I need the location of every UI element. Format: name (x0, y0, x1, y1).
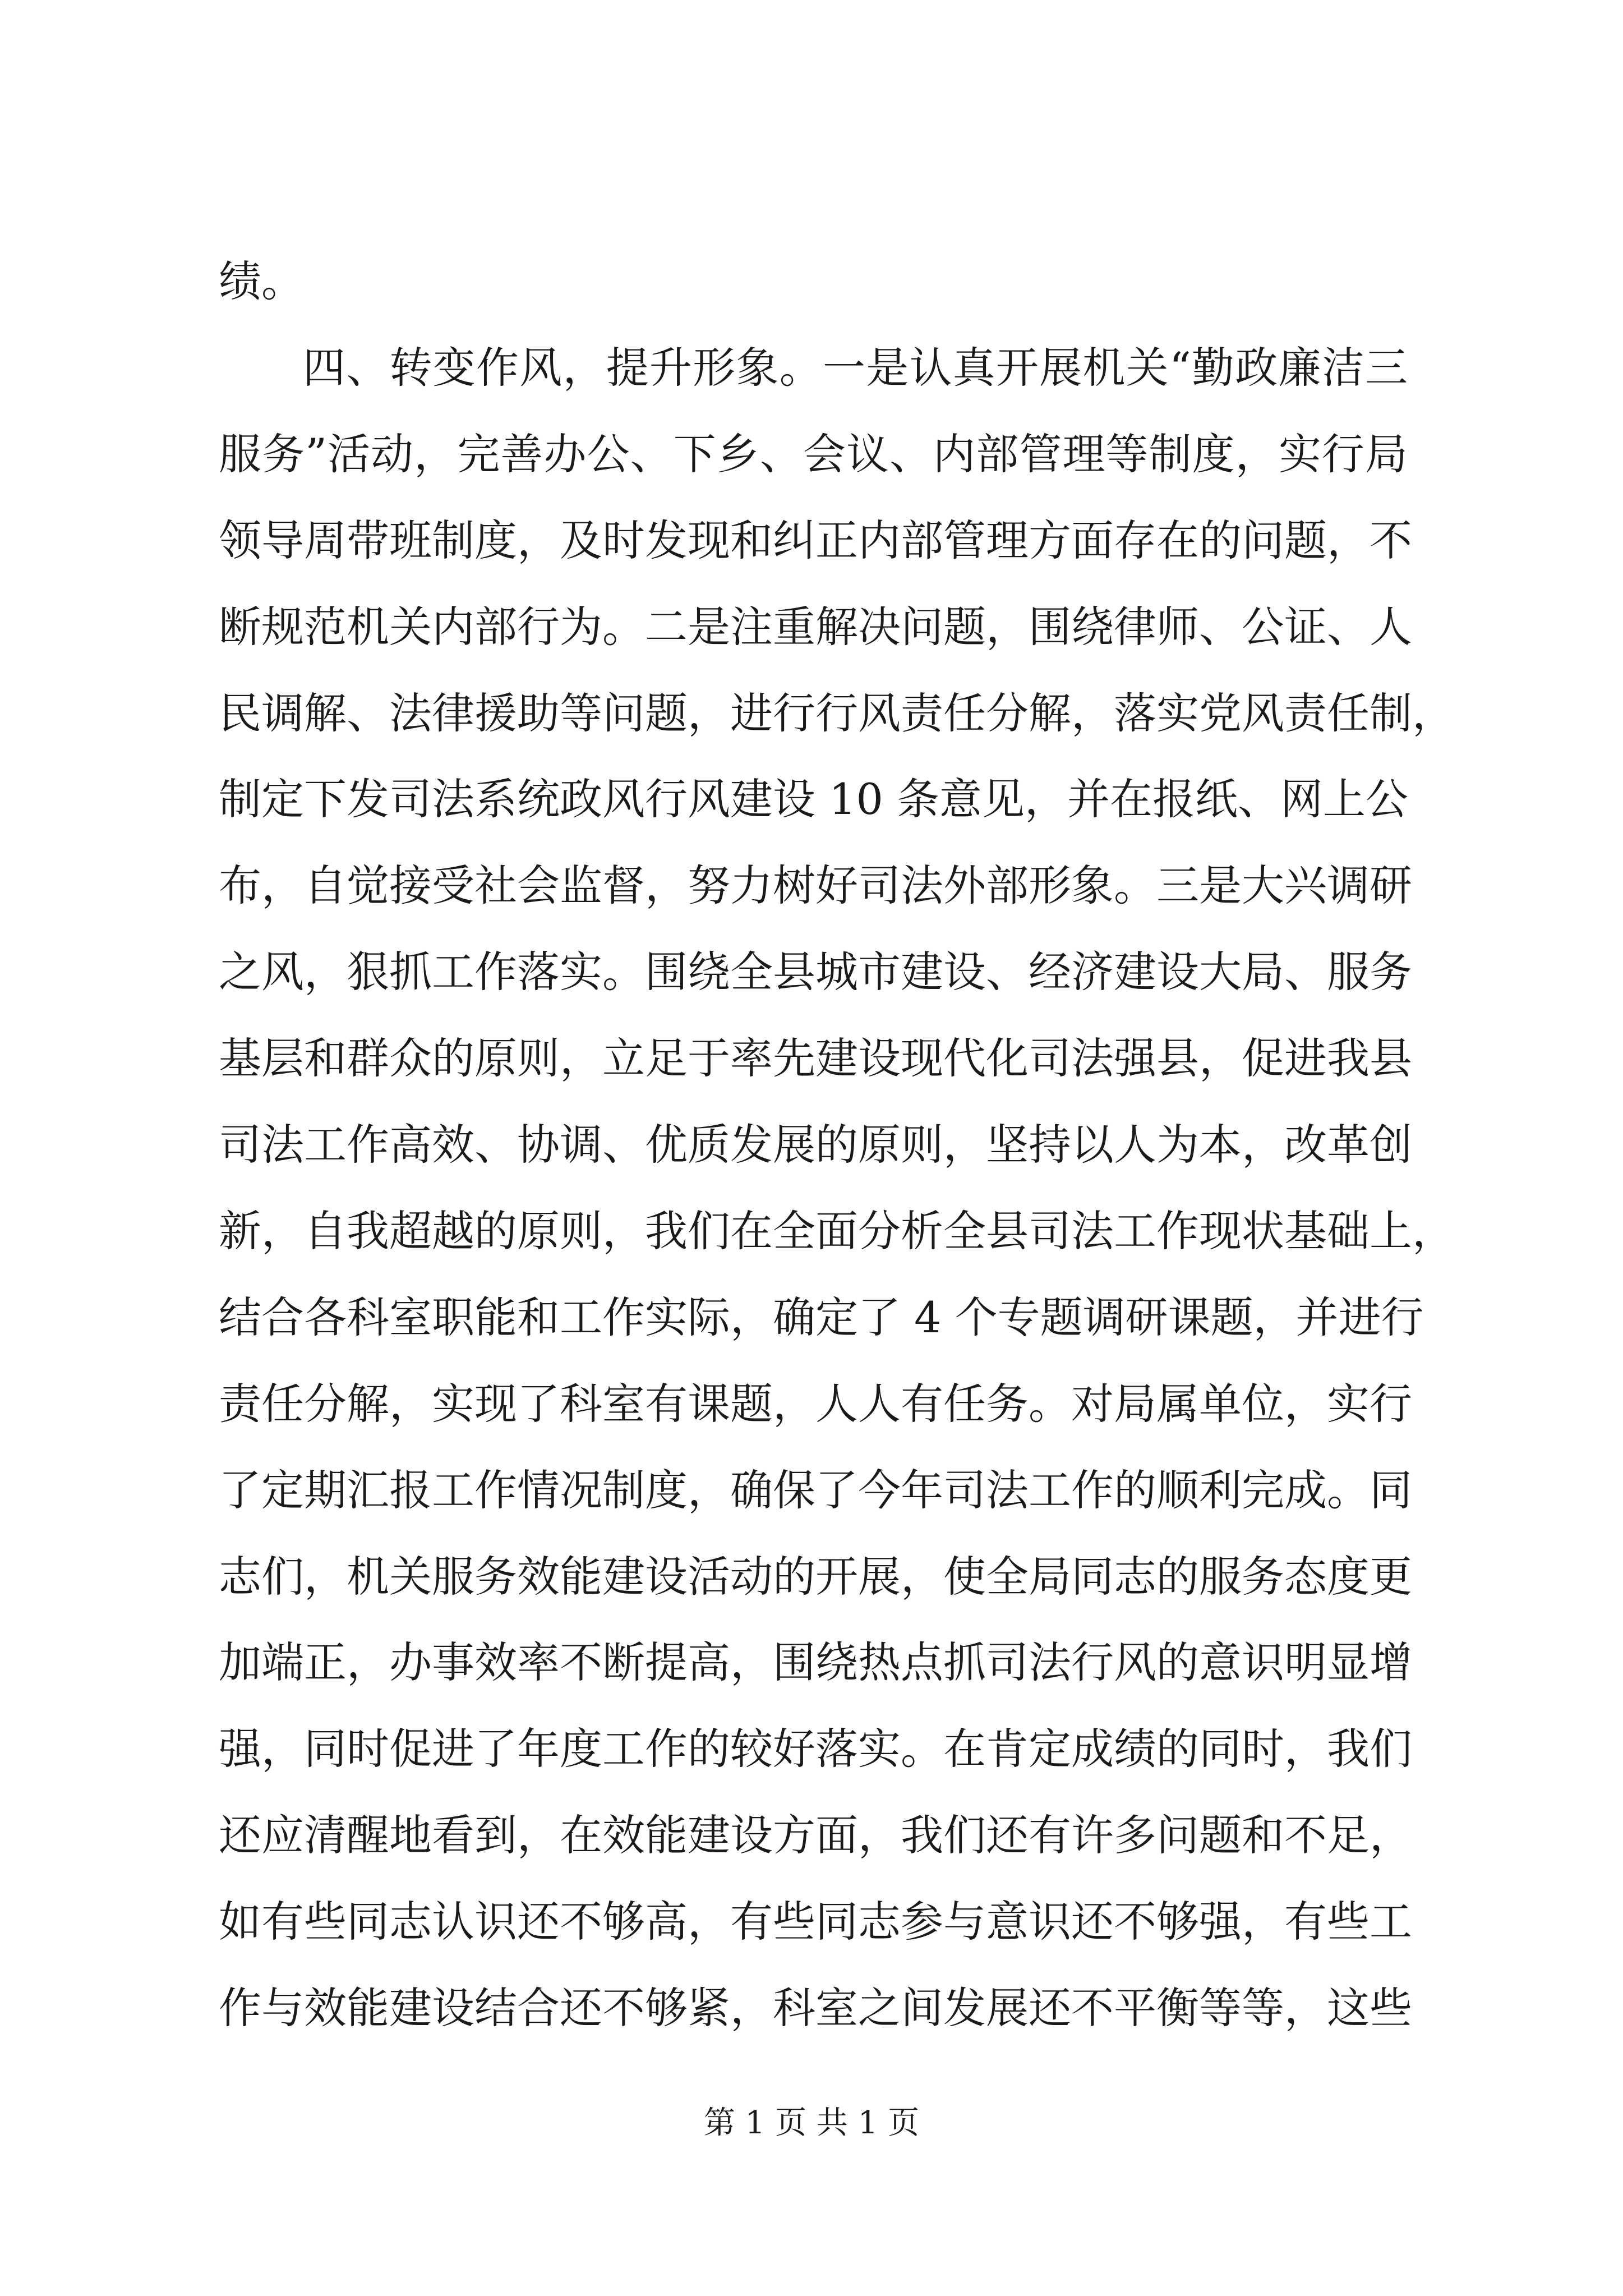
text-line: 还应清醒地看到，在效能建设方面，我们还有许多问题和不足， (219, 1810, 1412, 1860)
text-line: 作与效能建设结合还不够紧，科室之间发展还不平衡等等，这些 (219, 1983, 1412, 2033)
text-line: 之风，狠抓工作落实。围绕全县城市建设、经济建设大局、服务 (219, 947, 1412, 997)
paragraph-first-line: 四、转变作风，提升形象。一是认真开展机关“勤政廉洁三 (303, 343, 1408, 393)
text-line: 民调解、法律援助等问题，进行行风责任分解，落实党风责任制， (219, 688, 1455, 738)
text-line: 了定期汇报工作情况制度，确保了今年司法工作的顺利完成。同 (219, 1465, 1412, 1515)
text-line: 制定下发司法系统政风行风建设 10 条意见，并在报纸、网上公 (219, 774, 1409, 824)
text-line: 领导周带班制度，及时发现和纠正内部管理方面存在的问题，不 (219, 516, 1412, 565)
text-line: 志们，机关服务效能建设活动的开展，使全局同志的服务态度更 (219, 1552, 1412, 1602)
text-line: 责任分解，实现了科室有课题，人人有任务。对局属单位，实行 (219, 1379, 1412, 1429)
text-line: 加端正，办事效率不断提高，围绕热点抓司法行风的意识明显增 (219, 1637, 1412, 1687)
text-line: 断规范机关内部行为。二是注重解决问题，围绕律师、公证、人 (219, 602, 1412, 652)
text-line: 服务”活动，完善办公、下乡、会议、内部管理等制度，实行局 (219, 429, 1408, 479)
text-line: 司法工作高效、协调、优质发展的原则，坚持以人为本，改革创 (219, 1120, 1412, 1170)
text-line: 绩。 (219, 256, 304, 306)
page-footer: 第 1 页 共 1 页 (703, 2105, 920, 2141)
text-line: 如有些同志认识还不够高，有些同志参与意识还不够强，有些工 (219, 1897, 1412, 1947)
text-line: 新，自我超越的原则，我们在全面分析全县司法工作现状基础上， (219, 1206, 1455, 1256)
text-line: 布，自觉接受社会监督，努力树好司法外部形象。三是大兴调研 (219, 861, 1412, 910)
text-line: 强，同时促进了年度工作的较好落实。在肯定成绩的同时，我们 (219, 1724, 1412, 1774)
text-line: 结合各科室职能和工作实际，确定了 4 个专题调研课题，并进行 (219, 1292, 1424, 1342)
text-line: 基层和群众的原则，立足于率先建设现代化司法强县，促进我县 (219, 1033, 1412, 1083)
